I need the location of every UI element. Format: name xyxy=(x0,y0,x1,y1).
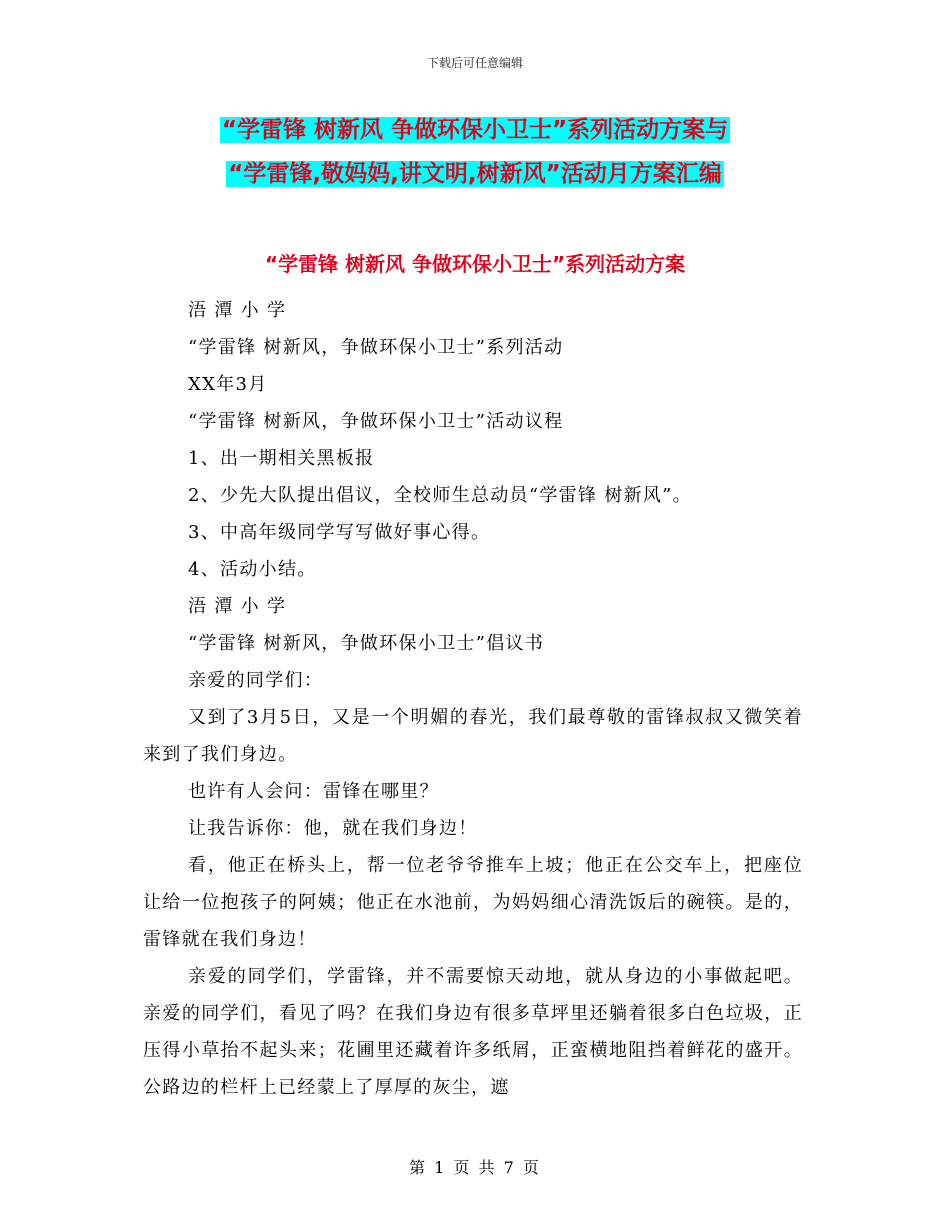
agenda-item: 4、活动小结。 xyxy=(188,559,317,580)
agenda-heading: “学雷锋 树新风，争做环保小卫士”活动议程 xyxy=(188,411,564,432)
page-number: 第 1 页 共 7 页 xyxy=(409,1158,541,1177)
paragraph: 让我告诉你：他，就在我们身边！ xyxy=(188,818,478,839)
document-body xyxy=(143,292,803,1106)
page-header: 下载后可任意编辑 xyxy=(426,56,523,70)
document-title-line-2: “学雷锋,敬妈妈,讲文明,树新风”活动月方案汇编 xyxy=(228,161,722,187)
paragraph: 亲爱的同学们，学雷锋，并不需要惊天动地，就从身边的小事做起吧。亲爱的同学们，看见了吗？在我们身边有很多草坪里还躺着很多白色垃圾，正压得小草抬不起头来；花圃里还藏着许多纸屑，正蛮横地阻挡着鲜花的盛开。公路边的栏杆上已经蒙上了厚厚的灰尘，遮 xyxy=(143,966,803,1098)
agenda-item: 1、出一期相关黑板报 xyxy=(188,448,375,469)
activity-name: “学雷锋 树新风，争做环保小卫士”系列活动 xyxy=(188,337,564,358)
proposal-heading: “学雷锋 树新风，争做环保小卫士”倡议书 xyxy=(188,633,545,654)
school-name: 浯 潭 小 学 xyxy=(188,300,287,321)
date-line: XX年3月 xyxy=(188,374,268,395)
school-name: 浯 潭 小 学 xyxy=(188,596,287,617)
salutation: 亲爱的同学们： xyxy=(188,670,324,691)
agenda-item: 3、中高年级同学写写做好事心得。 xyxy=(188,522,491,543)
paragraph: 也许有人会问：雷锋在哪里？ xyxy=(188,781,439,802)
paragraph: 看，他正在桥头上，帮一位老爷爷推车上坡；他正在公交车上，把座位让给一位抱孩子的阿姨；他正在水池前，为妈妈细心清洗饭后的碗筷。是的，雷锋就在我们身边！ xyxy=(143,855,803,950)
agenda-item: 2、少先大队提出倡议，全校师生总动员“学雷锋 树新风”。 xyxy=(188,485,692,506)
paragraph: 又到了3月5日，又是一个明媚的春光，我们最尊敬的雷锋叔叔又微笑着来到了我们身边。 xyxy=(143,707,803,765)
section-title: “学雷锋 树新风 争做环保小卫士”系列活动方案 xyxy=(264,252,686,276)
document-title-line-1: “学雷锋 树新风 争做环保小卫士”系列活动方案与 xyxy=(221,117,729,143)
